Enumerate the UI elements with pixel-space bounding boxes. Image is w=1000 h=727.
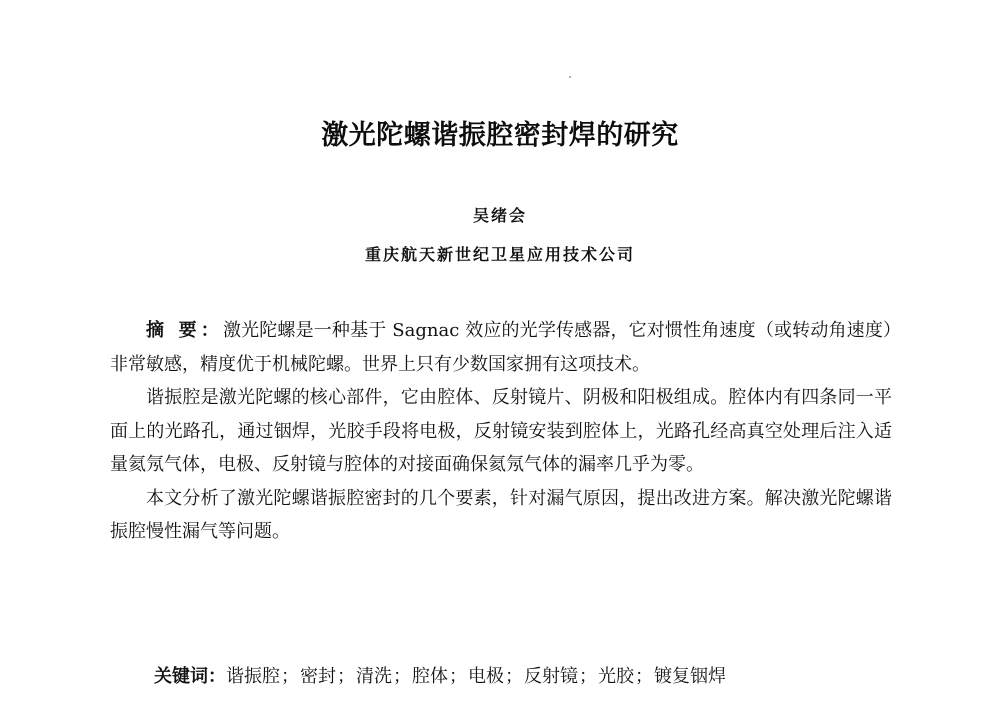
keyword-item: 谐振腔 (226, 666, 280, 687)
keyword-separator: ； (337, 666, 355, 687)
scan-artifact-dot (569, 76, 571, 78)
keyword-item: 清洗 (356, 666, 392, 687)
keyword-separator: ； (505, 666, 523, 687)
keywords-list (226, 666, 726, 687)
keywords-label: 关键词： (154, 666, 226, 687)
paper-title: 激光陀螺谐振腔密封焊的研究 (321, 120, 679, 151)
keyword-item: 镀复铟焊 (654, 666, 726, 687)
abstract-paragraph-2: 谐振腔是激光陀螺的核心部件，它由腔体、反射镜片、阴极和阳极组成。腔体内有四条同一平面上的光路孔，通过铟焊，光胶手段将电极，反射镜安装到腔体上，光路孔经高真空处理后注入适量氦氖气体，电极、反射镜与腔体的对接面确保氦氖气体的漏率几乎为零。 (110, 387, 892, 475)
keyword-separator: ； (449, 666, 467, 687)
abstract-label: 摘 要： (146, 320, 223, 341)
keyword-separator: ； (635, 666, 653, 687)
abstract-paragraph-3: 本文分析了激光陀螺谐振腔密封的几个要素，针对漏气原因，提出改进方案。解决激光陀螺谐振腔慢性漏气等问题。 (110, 487, 892, 542)
keyword-separator: ； (281, 666, 299, 687)
keyword-item: 光胶 (598, 666, 634, 687)
keyword-item: 腔体 (412, 666, 448, 687)
keyword-separator: ； (393, 666, 411, 687)
abstract-section (110, 314, 892, 549)
keyword-separator: ； (579, 666, 597, 687)
keyword-item: 反射镜 (524, 666, 578, 687)
keyword-item: 密封 (300, 666, 336, 687)
abstract-paragraph-1-text: 激光陀螺是一种基于 Sagnac 效应的光学传感器，它对惯性角速度（或转动角速度）非常敏感，精度优于机械陀螺。世界上只有少数国家拥有这项技术。 (110, 320, 892, 375)
keyword-item: 电极 (468, 666, 504, 687)
author-affiliation: 重庆航天新世纪卫星应用技术公司 (364, 245, 635, 264)
keywords-line (154, 662, 726, 688)
author-name: 吴绪会 (472, 206, 527, 225)
abstract-paragraph-1 (110, 314, 892, 381)
